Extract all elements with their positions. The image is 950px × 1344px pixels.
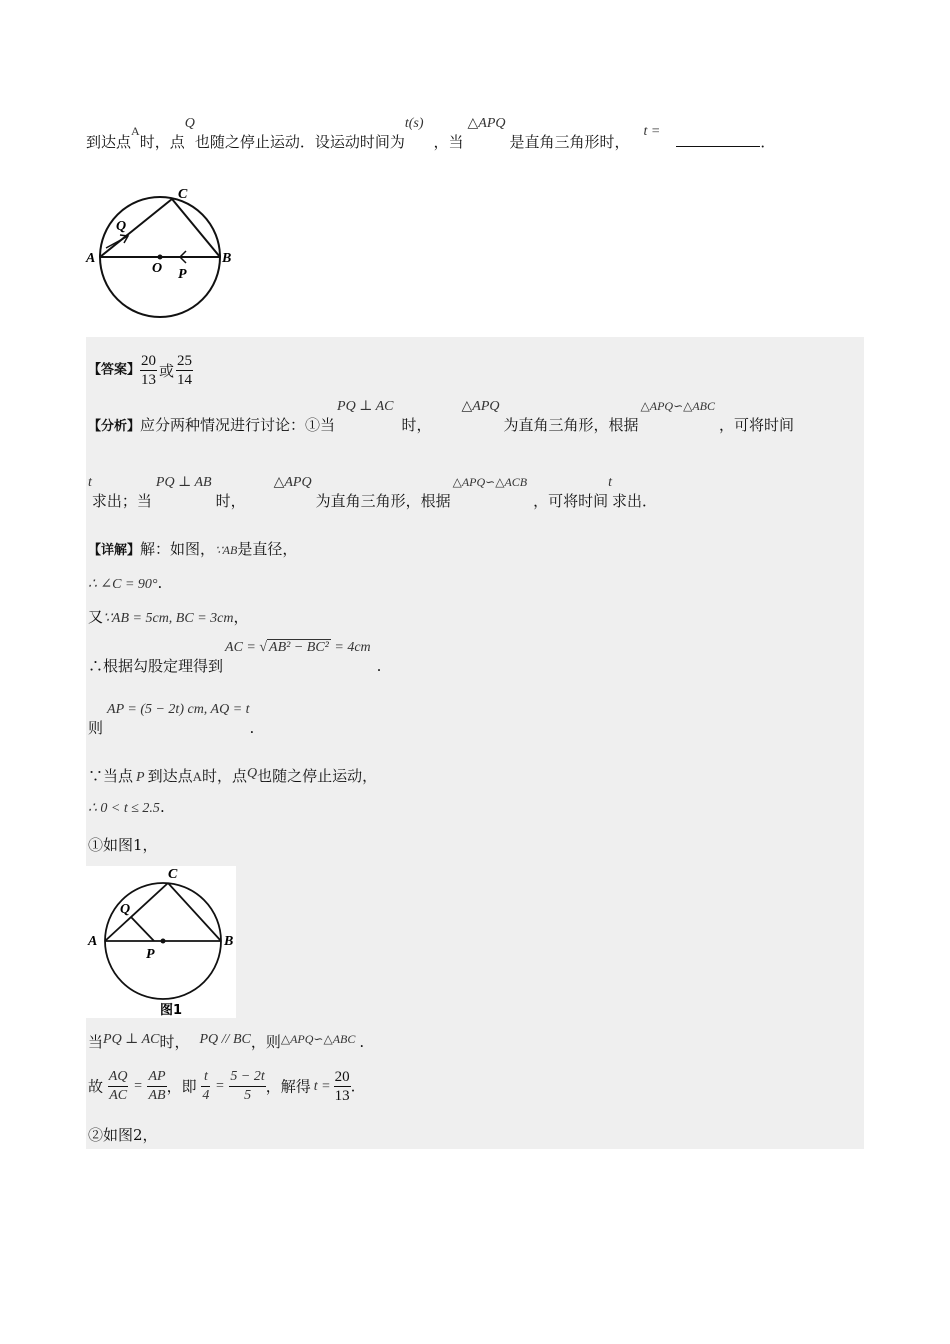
analysis-text: 为直角三角形，根据 [315, 492, 451, 510]
circle-figure-1 [86, 866, 236, 1018]
frac-num: 5 − 2t [229, 1068, 265, 1087]
frac-num: AP [147, 1068, 166, 1087]
frac-num: AQ [108, 1068, 129, 1087]
frac-den: 13 [334, 1088, 350, 1104]
fig1-label-b: B [224, 934, 234, 949]
answer-line [88, 352, 193, 389]
detail-text: . [157, 574, 163, 592]
frac-den: 5 [244, 1088, 252, 1103]
math-similar: △APQ∽△ABC [640, 399, 716, 413]
fraction-ap-ab [147, 1068, 166, 1105]
frac-num: t [201, 1068, 210, 1087]
detail-line-6 [88, 766, 377, 788]
math-point-q: Q [184, 116, 195, 131]
math-point-a: A [131, 124, 140, 138]
analysis-text: ，可将时间 [719, 416, 795, 434]
detail-line-1 [88, 539, 297, 561]
detail-text: 到达点 [147, 767, 193, 785]
detail-text: ②如图2， [88, 1126, 158, 1144]
frac-num: 20 [334, 1069, 350, 1085]
detail-text: ，即 [166, 1077, 197, 1096]
math-ab: ∵AB [215, 543, 238, 557]
question-line [86, 116, 776, 154]
detail-text: 时，点 [201, 767, 247, 785]
math-t-eq: t = [643, 124, 661, 139]
analysis-text: 时， [215, 492, 246, 510]
detail-text: 解：如图， [140, 540, 216, 558]
case-2-heading [88, 1125, 158, 1145]
detail-text: ∴根据勾股定理得到 [88, 657, 224, 675]
detail-line-3 [88, 607, 248, 629]
frac-den: 14 [177, 372, 193, 388]
detail-text: ①如图1， [88, 836, 158, 854]
detail-text: . [376, 657, 382, 675]
math-result: = 4cm [334, 640, 371, 655]
fig1-label-p: P [146, 947, 155, 962]
label-a: A [86, 251, 96, 266]
math-parallel: PQ // BC [199, 1032, 251, 1047]
solution-panel [86, 337, 864, 1149]
frac-den: AC [109, 1088, 128, 1103]
question-text: 时，点 [139, 133, 185, 151]
fraction-5-2t-5 [229, 1068, 265, 1105]
answer-or: 或 [159, 361, 175, 380]
math-triangle: △APQ [273, 475, 312, 490]
case-1-heading [88, 835, 158, 855]
math-ap-aq: AP = (5 − 2t) cm, AQ = t [107, 702, 250, 717]
fig1-caption: 图1 [160, 1003, 183, 1018]
frac-den: AB [148, 1088, 166, 1103]
math-ac: AC = [225, 640, 256, 655]
fig1-label-a: A [88, 934, 98, 949]
label-o: O [152, 261, 163, 276]
math-similar: △APQ∽△ACB [452, 475, 528, 489]
math-triangle: △APQ [461, 399, 500, 414]
math-eq: = [133, 1078, 143, 1094]
frac-num: 25 [177, 353, 193, 369]
answer-fraction-1 [140, 352, 157, 389]
math-point-p: P [136, 770, 145, 785]
detail-text: ，则 [250, 1033, 281, 1051]
analysis-text: 求出． [612, 492, 658, 510]
analysis-text: 应分两种情况进行讨论：①当 [140, 416, 336, 434]
detail-text: 当 [88, 1033, 104, 1051]
detail-text: 也随之停止运动， [257, 767, 378, 785]
question-text: 到达点 [86, 133, 132, 151]
detail-line-2 [88, 573, 162, 595]
detail-text: 则 [88, 719, 104, 737]
math-t-eq: t = [313, 1078, 331, 1094]
label-q: Q [116, 219, 127, 234]
math-angle-c: ∴ ∠C = 90° [88, 577, 158, 592]
math-t: t [608, 475, 613, 490]
math-condition: PQ ⊥ AB [155, 475, 212, 490]
detail-text: . [159, 798, 165, 816]
detail-line-5 [88, 702, 255, 740]
math-t: t [88, 475, 92, 490]
fig1-label-c: C [168, 867, 178, 882]
detail-text: 又 [88, 608, 104, 626]
math-pythagoras: AC = √ AB² − BC² = 4cm [225, 640, 371, 655]
frac-den: 4 [202, 1088, 210, 1103]
frac-den: 13 [141, 372, 157, 388]
math-range: ∴ 0 < t ≤ 2.5 [88, 801, 160, 816]
detail-line-9 [88, 1068, 355, 1105]
math-perp: PQ ⊥ AC [103, 1032, 160, 1047]
math-time-var: t(s) [404, 116, 424, 131]
analysis-text: 为直角三角形，根据 [503, 416, 639, 434]
detail-line-7 [88, 797, 165, 819]
math-lengths: ∵AB = 5cm, BC = 3cm [103, 611, 234, 626]
analysis-label: 【分析】 [88, 419, 141, 434]
question-text: ，当 [433, 133, 464, 151]
detail-text: ，解得 [265, 1077, 311, 1096]
answer-fraction-2 [176, 352, 193, 389]
analysis-text: 时， [401, 416, 432, 434]
math-similar: △APQ∽△ABC [280, 1032, 356, 1046]
math-point-a: A [192, 769, 202, 784]
detail-text: 故 [88, 1077, 104, 1096]
answer-blank[interactable] [676, 132, 760, 147]
fraction-20-13 [334, 1068, 351, 1105]
question-text: 也随之停止运动．设运动时间为 [194, 133, 405, 151]
circle-figure-main [84, 182, 244, 322]
detail-text: . [350, 1077, 356, 1096]
label-b: B [222, 251, 232, 266]
detail-label: 【详解】 [88, 543, 141, 558]
detail-text: 是直径， [237, 540, 298, 558]
answer-label: 【答案】 [88, 362, 141, 378]
detail-text: ， [233, 608, 249, 626]
label-c: C [178, 187, 188, 202]
label-p: P [178, 267, 187, 282]
question-text: 是直角三角形时， [509, 133, 630, 151]
analysis-text: 求出；当 [91, 492, 152, 510]
detail-line-4 [88, 640, 382, 678]
fig1-label-q: Q [120, 902, 131, 917]
frac-num: 20 [141, 353, 157, 369]
math-radicand: AB² − BC² [269, 640, 329, 655]
detail-line-8 [88, 1032, 364, 1054]
fraction-t-4 [201, 1068, 210, 1105]
math-condition: PQ ⊥ AC [337, 399, 394, 414]
detail-text: . [359, 1033, 365, 1051]
analysis-text: ，可将时间 [533, 492, 609, 510]
detail-text: . [249, 719, 255, 737]
fraction-aq-ac [108, 1068, 129, 1105]
math-triangle: △APQ [467, 116, 506, 131]
detail-text: ∵当点 [88, 767, 134, 785]
question-text: ． [760, 133, 776, 151]
math-point-q: Q [247, 766, 258, 781]
math-eq: = [215, 1078, 225, 1094]
detail-text: 时， [159, 1033, 190, 1051]
